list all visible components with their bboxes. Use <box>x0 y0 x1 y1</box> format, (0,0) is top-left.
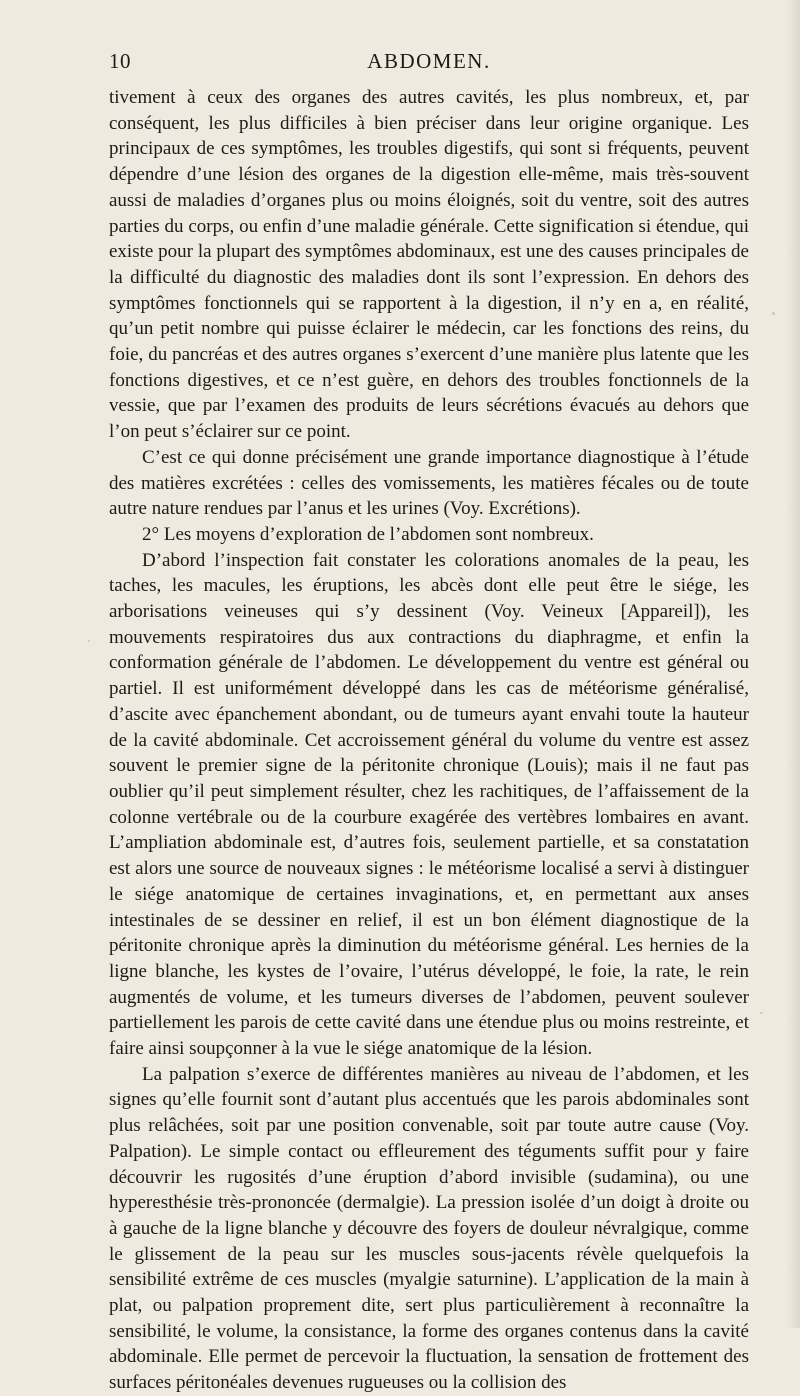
page-header <box>109 49 749 79</box>
paragraph-inspection: D’abord l’inspection fait constater les colorations anomales de la peau, les taches, les macules, les éruptions, les abcès dont elle peut être le siége, les arborisations veineuses qui s’y dessinent (Voy. Veineux [Appareil]), les mouvements respiratoires dus aux contractions du diaphragme, et enfin la conformation générale de l’abdomen. Le développement du ventre est général ou partiel. Il est uniformément développé dans les cas de météorisme généralisé, d’ascite avec épanchement abondant, ou de tumeurs ayant envahi toute la hauteur de la cavité abdominale. Cet accroissement général du volume du ventre est assez souvent le premier signe de la péritonite chronique (Louis); mais il ne faut pas oublier qu’il peut simplement résulter, chez les rachitiques, de l’affaissement de la colonne vertébrale ou de la courbure exagérée des vertèbres lombaires en avant. L’ampliation abdominale est, d’autres fois, seulement partielle, et sa constatation est alors une source de nouveaux signes : le météorisme localisé a servi à distinguer le siége anatomique de certaines invaginations, et, en permettant aux anses intestinales de se dessiner en relief, il est un bon élément diagnostique de la péritonite chronique après la diminution du météorisme général. Les hernies de la ligne blanche, les kystes de l’ovaire, l’utérus développé, le foie, la rate, le rein augmentés de volume, et les tumeurs diverses de l’abdomen, peuvent soulever partiellement les parois de cette cavité dans une étendue plus ou moins restreinte, et faire ainsi soupçonner à la vue le siége anatomique de la lésion. <box>109 549 749 1060</box>
running-head: ABDOMEN. <box>367 49 491 73</box>
paper-speck <box>760 1012 763 1014</box>
page-number: 10 <box>109 49 131 73</box>
paper-speck <box>88 640 90 642</box>
paragraph-palpation: La palpation s’exerce de différentes manières au niveau de l’abdomen, et les signes qu’elle fournit sont d’autant plus accentués que les parois abdominales sont plus relâchées, soit par une position convenable, soit par toute autre cause (Voy. Palpation). Le simple contact ou effleurement des téguments suffit pour y faire découvrir les rugosités d’une éruption d’abord invisible (sudamina), ou une hyperesthésie très-prononcée (dermalgie). La pression isolée d’un doigt à droite ou à gauche de la ligne blanche y découvre des foyers de douleur névralgique, comme le glissement de la peau sur les muscles sous-jacents révèle quelquefois la sensibilité extrême de ces muscles (myalgie saturnine). L’application de la main à plat, ou palpation proprement dite, sert plus particulièrement à reconnaître la sensibilité, le volume, la consistance, la forme des organes contenus dans la cavité abdominale. Elle permet de percevoir la fluctuation, la sensation de frottement des surfaces péritonéales devenues rugueuses ou la collision des <box>109 1063 749 1394</box>
paragraph-exploration: 2° Les moyens d’exploration de l’abdomen sont nombreux. <box>142 523 594 545</box>
page-edge-shadow <box>786 0 800 1328</box>
paper-speck <box>772 312 775 315</box>
paragraph-continuation: tivement à ceux des organes des autres cavités, les plus nombreux, et, par conséquent, les plus difficiles à bien préciser dans leur origine organique. Les principaux de ces symptômes, les troubles digestifs, qui sont si fréquents, peuvent dépendre d’une lésion des organes de la digestion elle-même, mais très-souvent aussi de maladies d’organes plus ou moins éloignés, soit du ventre, soit des autres parties du corps, ou enfin d’une maladie générale. Cette signification si étendue, qui existe pour la plupart des symptômes abdominaux, est une des causes principales de la difficulté du diagnostic des maladies dont ils sont l’expression. En dehors des symptômes fonctionnels qui se rapportent à la digestion, il n’y en a, en réalité, qu’un petit nombre qui puisse éclairer le médecin, car les fonctions des reins, du foie, du pancréas et des autres organes s’exercent d’une manière plus latente que les fonctions digestives, et ce n’est guère, en dehors des troubles fonctionnels de la vessie, que par l’examen des produits de leurs sécrétions évacués au dehors que l’on peut s’éclairer sur ce point. <box>109 87 749 443</box>
paragraph-excretions: C’est ce qui donne précisément une grande importance diagnostique à l’étude des matières excrétées : celles des vomissements, les matières fécales ou de toute autre nature rendues par l’anus et les urines (Voy. Excrétions). <box>109 446 749 520</box>
body-text <box>109 85 749 1396</box>
